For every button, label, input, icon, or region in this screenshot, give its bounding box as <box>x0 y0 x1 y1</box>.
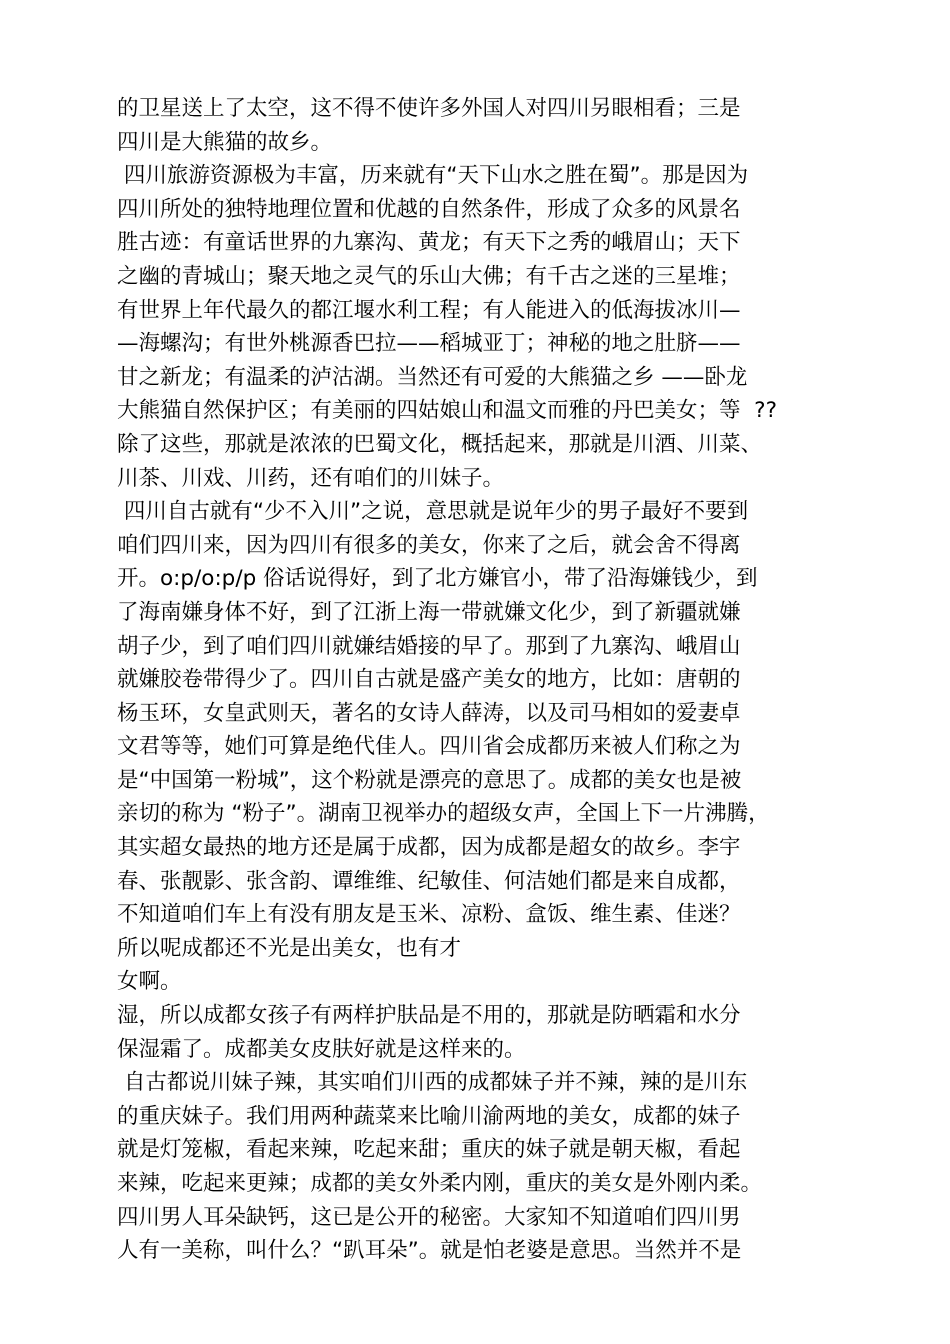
text-line: 春、张靓影、张含韵、谭维维、纪敏佳、何洁她们都是来自成都， <box>117 868 741 894</box>
text-line: 不知道咱们车上有没有朋友是玉米、凉粉、盒饭、维生素、佳迷？ <box>117 902 741 928</box>
text-line: 文君等等，她们可算是绝代佳人。四川省会成都历来被人们称之为 <box>117 734 741 760</box>
text-line: 湿，所以成都女孩子有两样护肤品是不用的，那就是防晒霜和水分 <box>117 1003 741 1029</box>
text-line: 开。o:p/o:p/p 俗话说得好，到了北方嫌官小，带了沿海嫌钱少，到 <box>117 566 758 592</box>
text-line: 川茶、川戏、川药，还有咱们的川妹子。 <box>117 465 505 491</box>
text-line: 的重庆妹子。我们用两种蔬菜来比喻川渝两地的美女，成都的妹子 <box>117 1103 741 1129</box>
text-line: 四川是大熊猫的故乡。 <box>117 129 333 155</box>
text-line: 所以呢成都还不光是出美女，也有才 <box>117 935 462 961</box>
text-line: 的卫星送上了太空，这不得不使许多外国人对四川另眼相看；三是 <box>117 96 741 121</box>
text-line: 之幽的青城山；聚天地之灵气的乐山大佛；有千古之迷的三星堆； <box>117 263 741 289</box>
document-body <box>117 92 862 1268</box>
text-line: 四川男人耳朵缺钙，这已是公开的秘密。大家知不知道咱们四川男 <box>117 1204 741 1230</box>
text-line: 了海南嫌身体不好，到了江浙上海一带就嫌文化少，到了新疆就嫌 <box>117 599 741 625</box>
text-line: 胜古迹：有童话世界的九寨沟、黄龙；有天下之秀的峨眉山；天下 <box>117 230 741 256</box>
text-line: 就嫌胶卷带得少了。四川自古就是盛产美女的地方，比如：唐朝的 <box>117 667 741 693</box>
text-line: 来辣，吃起来更辣；成都的美女外柔内刚，重庆的美女是外刚内柔。 <box>117 1171 763 1196</box>
text-line: 有世界上年代最久的都江堰水利工程；有人能进入的低海拔冰川— <box>117 297 741 323</box>
text-line: 四川旅游资源极为丰富，历来就有“天下山水之胜在蜀”。那是因为 <box>117 163 749 189</box>
text-line: 大熊猫自然保护区；有美丽的四姑娘山和温文而雅的丹巴美女；等 ?? <box>117 398 777 424</box>
text-line: 咱们四川来，因为四川有很多的美女，你来了之后，就会舍不得离 <box>117 532 741 558</box>
text-line: 是“中国第一粉城”，这个粉就是漂亮的意思了。成都的美女也是被 <box>117 767 742 793</box>
text-line: 亲切的称为 “粉子”。湖南卫视举办的超级女声，全国上下一片沸腾， <box>117 801 770 827</box>
text-line: 甘之新龙；有温柔的泸沽湖。当然还有可爱的大熊猫之乡 ——卧龙 <box>117 364 748 390</box>
text-line: 除了这些，那就是浓浓的巴蜀文化，概括起来，那就是川酒、川菜、 <box>117 431 763 457</box>
text-line: 其实超女最热的地方还是属于成都，因为成都是超女的故乡。李宇 <box>117 835 741 861</box>
text-line: 胡子少，到了咱们四川就嫌结婚接的早了。那到了九寨沟、峨眉山 <box>117 633 741 659</box>
text-line: 保湿霜了。成都美女皮肤好就是这样来的。 <box>117 1036 526 1062</box>
text-line: 自古都说川妹子辣，其实咱们川西的成都妹子并不辣，辣的是川东 <box>117 1070 748 1096</box>
text-line: —海螺沟；有世外桃源香巴拉——稻城亚丁；神秘的地之肚脐—— <box>117 331 741 357</box>
text-line: 女啊。 <box>117 969 182 995</box>
text-line: 就是灯笼椒，看起来辣，吃起来甜；重庆的妹子就是朝天椒，看起 <box>117 1137 741 1163</box>
text-line: 四川自古就有“少不入川”之说，意思就是说年少的男子最好不要到 <box>117 499 749 525</box>
text-line: 人有一美称，叫什么？“趴耳朵”。就是怕老婆是意思。当然并不是 <box>117 1238 742 1264</box>
text-line: 杨玉环，女皇武则天，著名的女诗人薛涛，以及司马相如的爱妻卓 <box>117 700 741 726</box>
text-line: 四川所处的独特地理位置和优越的自然条件，形成了众多的风景名 <box>117 196 741 222</box>
